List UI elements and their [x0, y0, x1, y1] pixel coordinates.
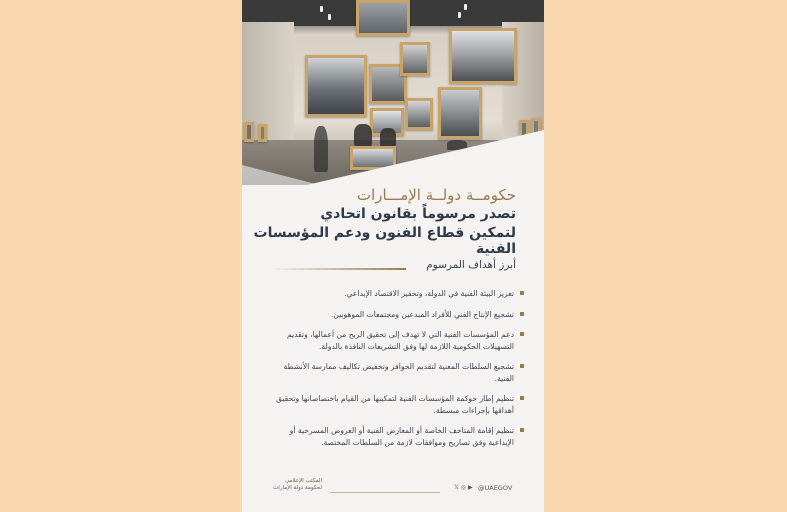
- goal-text: تشجيع السلطات المعنية لتقديم الحوافز وتخفيض تكاليف ممارسة الأنشطة الفنية.: [283, 362, 514, 383]
- section-divider: [270, 268, 406, 270]
- instagram-icon: ◎: [460, 484, 467, 491]
- list-item: [266, 393, 524, 416]
- bullet-icon: [520, 364, 524, 368]
- artwork-frame: [258, 124, 267, 142]
- artwork-frame: [356, 0, 410, 36]
- logo-line-2: لحكومة دولة الإمارات: [273, 485, 322, 491]
- spotlight-icon: [458, 12, 461, 18]
- list-item: [266, 329, 524, 352]
- spotlight-icon: [320, 6, 323, 12]
- artwork-frame: [244, 122, 254, 142]
- goal-text: تشجيع الإنتاج الفني للأفراد المبدعين ومجتمعات الموهوبين.: [330, 309, 514, 319]
- poster: [242, 0, 544, 512]
- bullet-icon: [520, 332, 524, 336]
- artwork-frame: [405, 98, 433, 130]
- heading-line-1: حكومــة دولــة الإمـــارات: [356, 186, 516, 204]
- goals-list: [266, 288, 524, 457]
- artwork-frame: [400, 42, 430, 76]
- bullet-icon: [520, 291, 524, 295]
- list-item: [266, 425, 524, 448]
- goal-text: تنظيم إطار حوكمة المؤسسات الفنية لتمكينها من القيام باختصاصاتها وتحقيق أهدافها بإجراءات مبسطة.: [276, 394, 514, 415]
- x-icon: 𝕏: [454, 484, 459, 491]
- goal-text: تنظيم إقامة المتاحف الخاصة أو المعارض الفنية أو العروض المسرحية أو الإبداعية وفق تصاريح وموافقات لازمة من السلطات المختصة.: [289, 426, 514, 447]
- visitor-silhouette: [380, 128, 396, 146]
- social-icons: [454, 484, 473, 491]
- social-handle: @UAEGOV: [478, 484, 513, 492]
- visitor-silhouette: [354, 124, 372, 146]
- gallery-photo: [242, 0, 544, 185]
- section-title: أبرز أهداف المرسوم: [426, 259, 516, 271]
- spotlight-icon: [328, 14, 331, 20]
- bullet-icon: [520, 312, 524, 316]
- bench: [447, 140, 467, 150]
- logo-line-1: المكتب الإعلامي: [285, 478, 322, 484]
- artwork-frame: [438, 87, 482, 139]
- list-item: [266, 288, 524, 300]
- bullet-icon: [520, 428, 524, 432]
- visitor-silhouette: [314, 126, 328, 172]
- bullet-icon: [520, 396, 524, 400]
- media-office-logo: [264, 478, 322, 492]
- artwork-frame: [449, 28, 517, 84]
- goal-text: دعم المؤسسات الفنية التي لا تهدف إلى تحقيق الربح من أعمالها، وتقديم التسهيلات الحكومية اللازمة لها وفق التشريعات النافذة بالدولة.: [286, 330, 514, 351]
- spotlight-icon: [464, 4, 467, 10]
- heading-line-2: تصدر مرسوماً بقانون اتحادي: [320, 206, 516, 222]
- artwork-frame: [305, 55, 367, 117]
- list-item: [266, 309, 524, 321]
- goal-text: تعزيز البيئة الفنية في الدولة، وتحفيز الاقتصاد الإبداعي.: [344, 289, 514, 298]
- heading-line-3: لتمكين قطاع الفنون ودعم المؤسسات الفنية: [253, 225, 516, 257]
- youtube-icon: ▶: [467, 484, 473, 491]
- list-item: [266, 361, 524, 384]
- footer-divider: [330, 492, 440, 493]
